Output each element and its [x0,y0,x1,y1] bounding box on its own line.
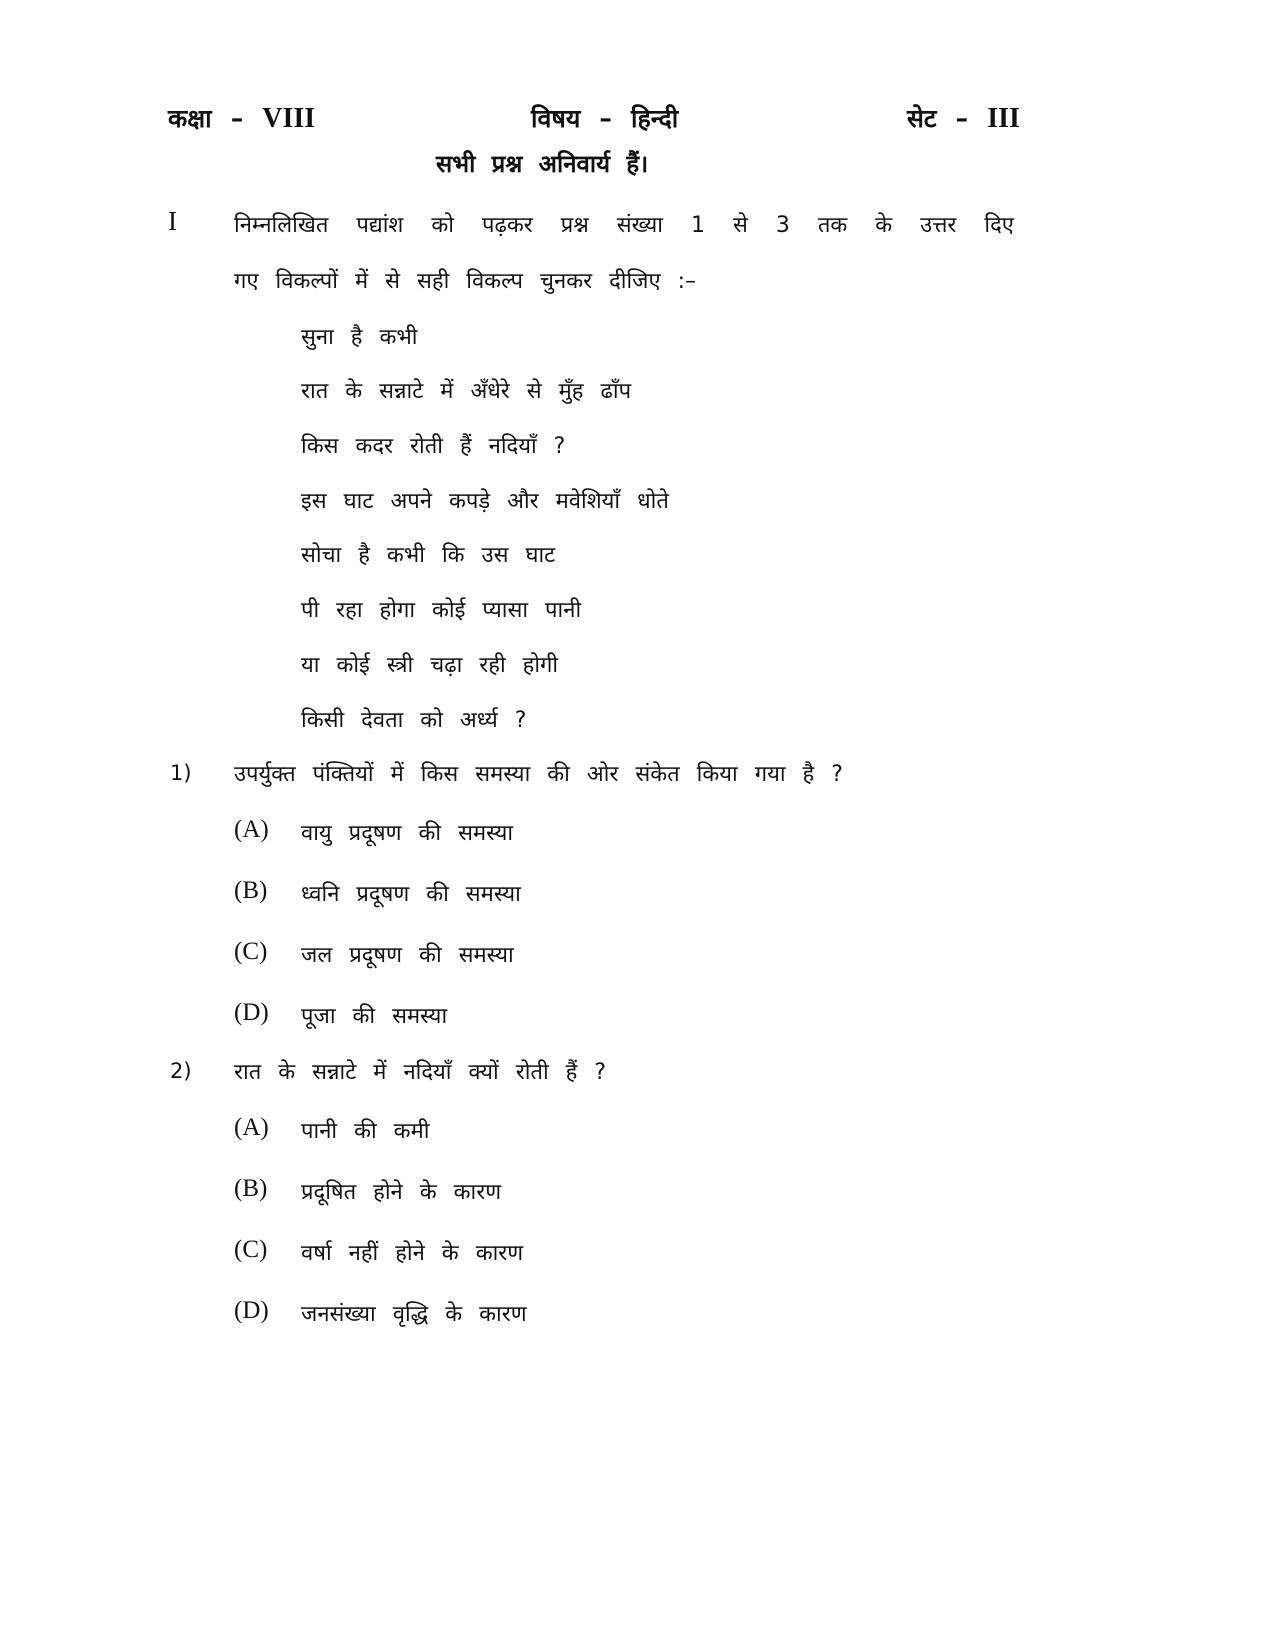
class-dash: – [230,104,244,133]
option-label: (D) [234,999,269,1026]
option-label: (A) [234,816,269,843]
option-label: (B) [234,1175,268,1202]
poem-line: इस घाट अपने कपड़े और मवेशियाँ धोते [301,489,669,514]
poem-line: किस कदर रोती हैं नदियाँ ? [301,434,566,459]
question-number: 1) [170,761,192,785]
set-value: III [987,103,1020,134]
option-text: पानी की कमी [301,1119,430,1144]
instruction-title: सभी प्रश्न अनिवार्य हैं। [436,150,649,178]
option-text: जल प्रदूषण की समस्या [301,943,514,968]
option-text: वर्षा नहीं होने के कारण [301,1241,524,1266]
subject-header [531,101,678,135]
section-intro-line1: निम्नलिखित पद्यांश को पढ़कर प्रश्न संख्या 1 से 3 तक के उत्तर दिए [234,213,1014,238]
question-number: 2) [170,1059,192,1083]
poem-line: सुना है कभी [301,325,418,350]
poem-line: रात के सन्नाटे में अँधेरे से मुँह ढाँप [301,379,632,404]
question-text: उपर्युक्त पंक्तियों में किस समस्या की ओर संकेत किया गया है ? [234,762,843,787]
option-label: (D) [234,1297,269,1324]
question-text: रात के सन्नाटे में नदियाँ क्यों रोती हैं ? [234,1060,607,1085]
option-text: ध्वनि प्रदूषण की समस्या [301,882,521,907]
set-label: सेट [907,104,937,133]
set-dash: – [955,104,969,133]
poem-line: या कोई स्त्री चढ़ा रही होगी [301,653,559,678]
option-label: (C) [234,938,268,965]
option-text: जनसंख्या वृद्धि के कारण [301,1302,527,1327]
option-text: वायु प्रदूषण की समस्या [301,821,514,846]
poem-line: पी रहा होगा कोई प्यासा पानी [301,598,582,623]
section-intro-line2: गए विकल्पों में से सही विकल्प चुनकर दीजिए :– [234,269,697,294]
option-label: (B) [234,877,268,904]
poem-line: किसी देवता को अर्ध्य ? [301,708,527,733]
class-header [168,101,315,135]
option-label: (A) [234,1114,269,1141]
class-value: VIII [262,103,316,134]
set-header [907,101,1020,135]
subject-dash: – [599,104,612,133]
section-number: I [168,206,177,236]
subject-value: हिन्दी [631,104,679,133]
option-label: (C) [234,1236,268,1263]
option-text: प्रदूषित होने के कारण [301,1180,502,1205]
option-text: पूजा की समस्या [301,1004,448,1029]
subject-label: विषय [531,104,581,133]
class-label: कक्षा [168,104,212,133]
poem-line: सोचा है कभी कि उस घाट [301,543,556,568]
